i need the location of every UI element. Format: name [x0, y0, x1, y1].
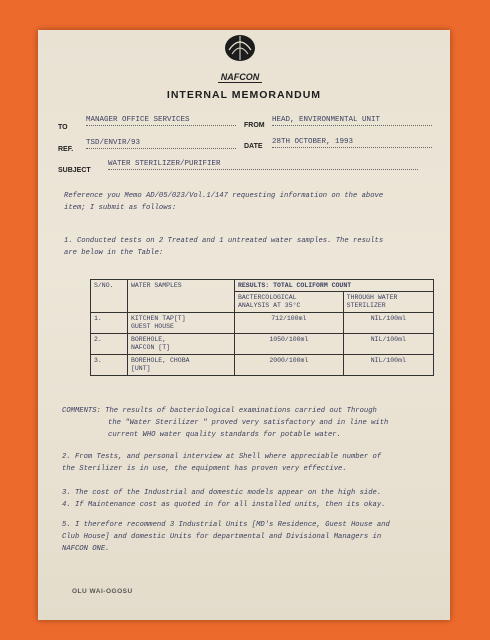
comments-line-1: COMMENTS: The results of bacteriological examinations carried out Through [62, 407, 377, 415]
row-sample-line-2: GUEST HOUSE [131, 323, 174, 330]
ref-label: REF. [58, 146, 74, 153]
row-sample-line-1: BOREHOLE, [131, 336, 167, 343]
memo-title: INTERNAL MEMORANDUM [166, 89, 322, 101]
nafcon-logo-icon [220, 32, 260, 74]
row-bact: 712/100ml [235, 313, 344, 334]
row-bact: 2000/100ml [235, 355, 344, 376]
para-5-line-1: 5. I therefore recommend 3 Industrial Units [MD's Residence, Guest House and [62, 521, 390, 529]
header-sno: S/NO. [91, 280, 128, 313]
header-bact-line-2: ANALYSIS AT 35°C [238, 302, 301, 309]
header-samples: WATER SAMPLES [128, 280, 235, 313]
row-sample-line-1: BOREHOLE, CHOBA [131, 357, 190, 364]
para-2-line-2: the Sterilizer is in use, the equipment has proven very effective. [62, 465, 347, 473]
row-sno: 2. [91, 334, 128, 355]
ref-value: TSD/ENVIR/93 [86, 139, 236, 149]
comments-line-3: current WHO water quality standards for potable water. [108, 431, 341, 439]
row-thru: NIL/100ml [343, 355, 433, 376]
memo-page [38, 30, 450, 620]
results-table [90, 279, 434, 376]
header-results: RESULTS: TOTAL COLIFORM COUNT [235, 280, 434, 292]
date-label: DATE [244, 143, 263, 150]
from-label: FROM [244, 122, 265, 129]
table-row [91, 334, 434, 355]
org-name: NAFCON [218, 72, 262, 83]
para-2-line-1: 2. From Tests, and personal interview at Shell where appreciable number of [62, 453, 382, 461]
para-5-line-3: NAFCON ONE. [62, 545, 110, 553]
subject-label: SUBJECT [58, 167, 91, 174]
para-3: 3. The cost of the Industrial and domestic models appear on the high side. [62, 489, 382, 497]
from-value: HEAD, ENVIRONMENTAL UNIT [272, 116, 432, 126]
para-4: 4. If Maintenance cost as quoted in for all installed units, then its okay. [62, 501, 386, 509]
row-sno: 3. [91, 355, 128, 376]
para-5-line-2: Club House] and domestic Units for departmental and Divisional Managers in [62, 533, 382, 541]
row-sample-line-2: [UNT] [131, 365, 151, 372]
para-1-line-2: are below in the Table: [64, 249, 164, 257]
row-bact: 1050/100ml [235, 334, 344, 355]
intro-line-2: item; I submit as follows: [64, 204, 177, 212]
row-sample [128, 355, 235, 376]
comments-line-2: the "Water Sterilizer " proved very satisfactory and in line with [108, 419, 389, 427]
row-sample [128, 334, 235, 355]
row-thru: NIL/100ml [343, 313, 433, 334]
table-row [91, 355, 434, 376]
signature: OLU WAI-OGOSU [72, 588, 133, 595]
to-label: TO [58, 124, 68, 131]
intro-line-1: Reference you Memo AD/05/023/Vol.1/147 requesting information on the above [64, 192, 384, 200]
header-thru-line-2: STERILIZER [346, 302, 386, 309]
header-thru-line-1: THROUGH WATER [346, 294, 398, 301]
header-bact [235, 292, 344, 313]
header-bact-line-1: BACTERCOLOGICAL [238, 294, 297, 301]
date-value: 28TH OCTOBER, 1993 [272, 138, 432, 148]
row-thru: NIL/100ml [343, 334, 433, 355]
row-sample-line-1: KITCHEN TAP[T] [131, 315, 186, 322]
para-1-line-1: 1. Conducted tests on 2 Treated and 1 untreated water samples. The results [64, 237, 384, 245]
table-row [91, 313, 434, 334]
subject-value: WATER STERILIZER/PURIFIER [108, 160, 418, 170]
to-value: MANAGER OFFICE SERVICES [86, 116, 236, 126]
header-thru [343, 292, 433, 313]
row-sample-line-2: NAFCON [T] [131, 344, 171, 351]
row-sample [128, 313, 235, 334]
row-sno: 1. [91, 313, 128, 334]
